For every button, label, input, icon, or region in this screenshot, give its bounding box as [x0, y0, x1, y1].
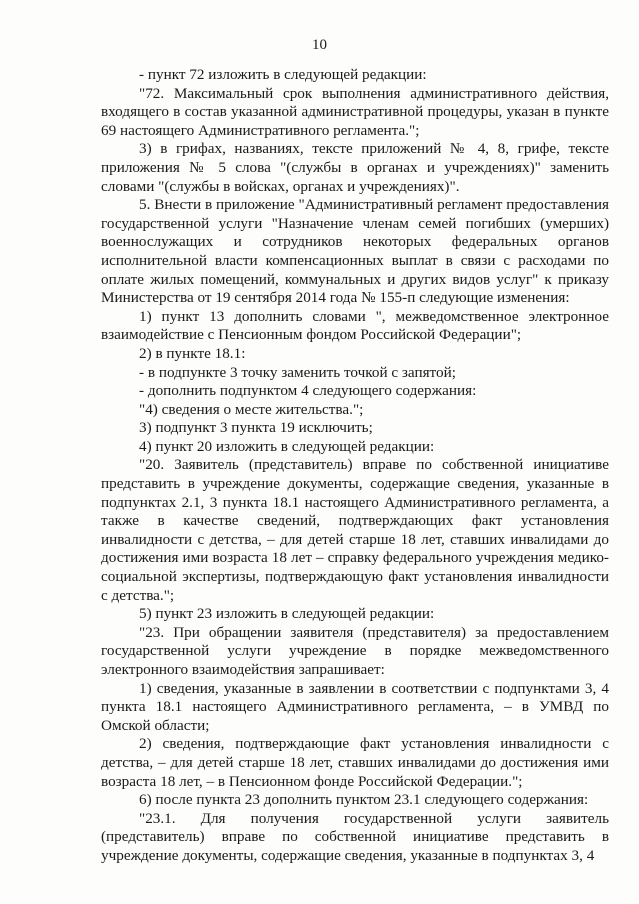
- paragraph: "23.1. Для получения государственной услуги заявитель (представитель) вправе по собственной инициативе представить в учреждение документы, содержащие сведения, указанные в подпунктах 3, 4: [101, 809, 609, 864]
- paragraph: 2) в пункте 18.1:: [139, 344, 246, 362]
- paragraph: - пункт 72 изложить в следующей редакции:: [139, 66, 427, 83]
- paragraph: 3) подпункт 3 пункта 19 исключить;: [139, 419, 373, 437]
- paragraph: "4) сведения о месте жительства.";: [139, 400, 364, 418]
- paragraph: 5. Внести в приложение "Административный регламент предоставления государственной услуги "Назначение членам семей погибших (умерших) военнослужащих и сотрудников некоторых федеральных органов исполнительной власти компенсационных выплат в связи с расходами по оплате жилых помещений, коммунальных и других видов услуг" к приказу Министерства от 19 сентября 2014 года № 155-п следующие изменения:: [101, 196, 609, 307]
- paragraph: 2) сведения, подтверждающие факт установления инвалидности с детства, – для детей старше 18 лет, ставших инвалидами до достижения ими возраста 18 лет, – в Пенсионном фонде Российской Федерации.";: [101, 735, 609, 790]
- paragraph: "20. Заявитель (представитель) вправе по собственной инициативе представить в учреждение документы, содержащие сведения, указанные в подпунктах 2.1, 3 пункта 18.1 настоящего Административного регламента, а также в качестве сведений, подтверждающих факт установления инвалидности с детства, – для детей старше 18 лет, ставших инвалидами до достижения ими возраста 18 лет – справку федерального учреждения медико-социальной экспертизы, подтверждающую факт установления инвалидности с детства.";: [101, 456, 609, 604]
- paragraph: 1) пункт 13 дополнить словами ", межведомственное электронное взаимодействие с Пенсионным фондом Российской Федерации";: [101, 307, 609, 344]
- paragraph: 1) сведения, указанные в заявлении в соответствии с подпунктами 3, 4 пункта 18.1 настоящего Административного регламента, – в УМВД по Омской области;: [101, 679, 609, 734]
- paragraph: - дополнить подпунктом 4 следующего содержания:: [139, 382, 477, 400]
- paragraph: "72. Максимальный срок выполнения административного действия, входящего в состав указанной административной процедуры, указан в пункте 69 настоящего Административного регламента.";: [101, 84, 609, 139]
- paragraph: - в подпункте 3 точку заменить точкой с запятой;: [139, 363, 456, 381]
- page-number: 10: [312, 37, 327, 53]
- paragraph: 5) пункт 23 изложить в следующей редакции:: [139, 605, 435, 623]
- paragraph: 6) после пункта 23 дополнить пунктом 23.1 следующего содержания:: [139, 791, 589, 809]
- paragraph: 4) пункт 20 изложить в следующей редакции:: [139, 437, 435, 455]
- paragraph: "23. При обращении заявителя (представителя) за предоставлением государственной услуги учреждение в порядке межведомственного электронного взаимодействия запрашивает:: [101, 623, 609, 678]
- paragraph: 3) в грифах, названиях, тексте приложений № 4, 8, грифе, тексте приложения № 5 слова "(службы в органах и учреждениях)" заменить словами "(службы в войсках, органах и учреждениях)".: [101, 140, 609, 195]
- document-body: [101, 66, 609, 866]
